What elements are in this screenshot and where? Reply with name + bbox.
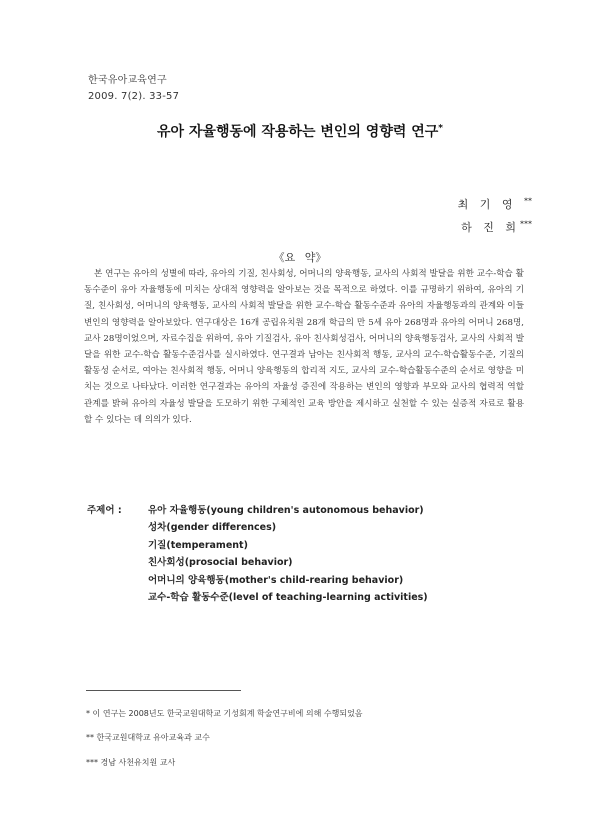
keywords-list xyxy=(148,502,428,606)
abstract-heading: 《요 약》 xyxy=(273,251,327,264)
author-1 xyxy=(458,196,532,212)
abstract-text: 본 연구는 유아의 성별에 따라, 유아의 기질, 친사회성, 어머니의 양육행동, 교사의 사회적 발달을 위한 교수-학습 활동수준이 유아 자율행동에 미치는 상대적 영향력을 알아보는 것을 목적으로 하였다. 이를 규명하기 위하여, 유아의 기질, 친사회성, 어머니의 양육행동, 교사의 사회적 발달을 위한 교수-학습 활동수준과 유아의 자율행동과의 관계와 이들 변인의 영향력을 알아보았다. 연구대상은 16개 공립유치원 28개 학급의 만 5세 유아 268명과 유아의 어머니 268명, 교사 28명이었으며, 자료수집을 위하여, 유아 기질검사, 유아 친사회성검사, 어머니의 양육행동검사, 교사의 사회적 발달을 위한 교수-학습 활동수준검사를 실시하였다. 연구결과 남아는 친사회적 행동, 교사의 교수-학습활동수준, 기질의 활동성 순서로, 여아는 친사회적 행동, 어머니 양육행동의 합리적 지도, 교사의 교수-학습활동수준의 순서로 영향을 미치는 것으로 나타났다. 이러한 연구결과는 유아의 자율성 증진에 작용하는 변인의 영향과 부모와 교사의 협력적 역할 관계를 밝혀 유아의 자율성 발달을 도모하기 위한 구체적인 교육 방안을 제시하고 실천할 수 있는 실증적 자료로 활용할 수 있다는 데 의의가 있다. xyxy=(84,269,524,425)
footnote-divider xyxy=(86,690,241,691)
footnote-author-1: ** 한국교원대학교 유아교육과 교수 xyxy=(86,733,210,742)
keyword-item: 어머니의 양육행동(mother's child-rearing behavior) xyxy=(148,574,404,586)
author-1-name: 최 기 영 xyxy=(457,198,517,211)
title-footnote-mark: * xyxy=(438,123,444,134)
keywords-label: 주제어 : xyxy=(87,505,122,516)
keyword-item: 성차(gender differences) xyxy=(148,522,277,534)
journal-name: 한국유아교육연구 xyxy=(88,75,167,86)
author-1-mark: ** xyxy=(524,196,532,206)
keyword-item: 교수-학습 활동수준(level of teaching-learning activities) xyxy=(148,591,428,603)
journal-citation: 2009. 7(2). 33-57 xyxy=(88,91,180,102)
author-2-name: 하 진 희 xyxy=(461,221,520,234)
keyword-item: 유아 자율행동(young children's autonomous behavior) xyxy=(148,505,424,516)
paper-title-text: 유아 자율행동에 작용하는 변인의 영향력 연구 xyxy=(156,124,439,140)
footnote-funding: * 이 연구는 2008년도 한국교원대학교 기성회계 학술연구비에 의해 수행되었음 xyxy=(86,709,363,718)
paper-title xyxy=(0,121,600,141)
author-2 xyxy=(461,219,532,235)
footnote-author-2: *** 경남 사천유치원 교사 xyxy=(86,758,176,767)
keyword-item: 친사회성(prosocial behavior) xyxy=(148,557,293,569)
keyword-item: 기질(temperament) xyxy=(148,539,248,551)
author-2-mark: *** xyxy=(520,219,532,229)
